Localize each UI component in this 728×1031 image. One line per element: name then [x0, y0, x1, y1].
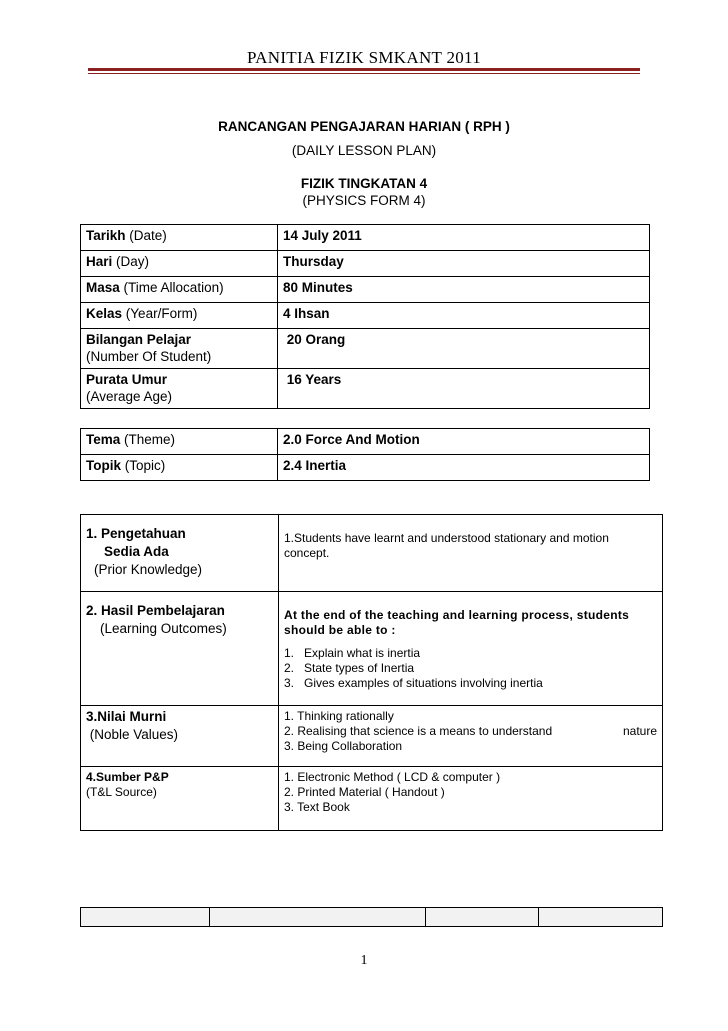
- topic-value: 2.4 Inertia: [278, 455, 650, 481]
- page-number: 1: [360, 953, 368, 968]
- tl-source-text: [279, 767, 663, 831]
- info-value-date: 14 July 2011: [278, 225, 650, 251]
- info-value-day: Thursday: [278, 251, 650, 277]
- table-row: [81, 251, 650, 277]
- info-label-cell: Purata Umur (Average Age): [81, 369, 278, 409]
- noble-values-label: 3.Nilai Murni (Noble Values): [81, 706, 279, 767]
- list-item: 1. Electronic Method ( LCD & computer ): [284, 770, 501, 784]
- list-item: 3. Gives examples of situations involving inertia: [284, 676, 543, 690]
- blank-cell: [426, 908, 539, 927]
- table-row: [81, 767, 663, 831]
- theme-value: 2.0 Force And Motion: [278, 429, 650, 455]
- noble-values-text: [279, 706, 663, 767]
- learning-outcomes-label: 2. Hasil Pembelajaran (Learning Outcomes): [81, 592, 279, 706]
- prior-knowledge-label: 1. Pengetahuan Sedia Ada (Prior Knowledge): [81, 515, 279, 592]
- table-row: [81, 706, 663, 767]
- lesson-plan-table: [80, 514, 663, 831]
- document-title: RANCANGAN PENGAJARAN HARIAN ( RPH ): [218, 119, 510, 134]
- list-item: 3. Text Book: [284, 800, 350, 814]
- table-row: [81, 908, 663, 927]
- blank-cell: [539, 908, 663, 927]
- blank-cell: [81, 908, 210, 927]
- topic-label-cell: Topik (Topic): [81, 455, 278, 481]
- list-item: 1. Thinking rationally: [284, 709, 394, 723]
- outcomes-list: [284, 646, 657, 691]
- table-row: [81, 455, 650, 481]
- info-label-cell: Bilangan Pelajar (Number Of Student): [81, 329, 278, 369]
- info-label-cell: Hari (Day): [81, 251, 278, 277]
- header-rule-thick: [88, 68, 640, 71]
- list-item: 2. Printed Material ( Handout ): [284, 785, 445, 799]
- subject-title: FIZIK TINGKATAN 4: [300, 176, 428, 191]
- page-header-title: PANITIA FIZIK SMKANT 2011: [246, 48, 482, 67]
- info-label-cell: Kelas (Year/Form): [81, 303, 278, 329]
- theme-label-cell: Tema (Theme): [81, 429, 278, 455]
- header-rule-thin: [88, 73, 640, 74]
- prior-knowledge-text: 1.Students have learnt and understood stationary and motion concept.: [279, 515, 663, 592]
- table-row: [81, 429, 650, 455]
- list-item: 2. Realising that science is a means to understand nature: [284, 724, 657, 738]
- info-value-time: 80 Minutes: [278, 277, 650, 303]
- list-item: 2. State types of Inertia: [284, 661, 415, 675]
- blank-table: [80, 907, 663, 927]
- document-subtitle: (DAILY LESSON PLAN): [291, 143, 437, 158]
- info-value-class: 4 Ihsan: [278, 303, 650, 329]
- table-row: [81, 329, 650, 369]
- subject-subtitle: (PHYSICS FORM 4): [302, 193, 426, 208]
- tl-source-label: 4.Sumber P&P (T&L Source): [81, 767, 279, 831]
- table-row: [81, 225, 650, 251]
- lesson-info-table: [80, 224, 650, 409]
- list-item: 3. Being Collaboration: [284, 739, 403, 753]
- info-label-cell: Tarikh (Date): [81, 225, 278, 251]
- theme-topic-table: [80, 428, 650, 481]
- info-value-students: 20 Orang: [278, 329, 650, 369]
- table-row: [81, 303, 650, 329]
- blank-cell: [210, 908, 426, 927]
- table-row: [81, 515, 663, 592]
- info-label-cell: Masa (Time Allocation): [81, 277, 278, 303]
- list-item: 1. Explain what is inertia: [284, 646, 421, 660]
- table-row: [81, 277, 650, 303]
- info-value-age: 16 Years: [278, 369, 650, 409]
- learning-outcomes-text: At the end of the teaching and learning process, students should be able to : 1. Explain what is inertia 2. State types of Inertia 3. Gives examples of situations involving inertia: [279, 592, 663, 706]
- table-row: [81, 369, 650, 409]
- table-row: [81, 592, 663, 706]
